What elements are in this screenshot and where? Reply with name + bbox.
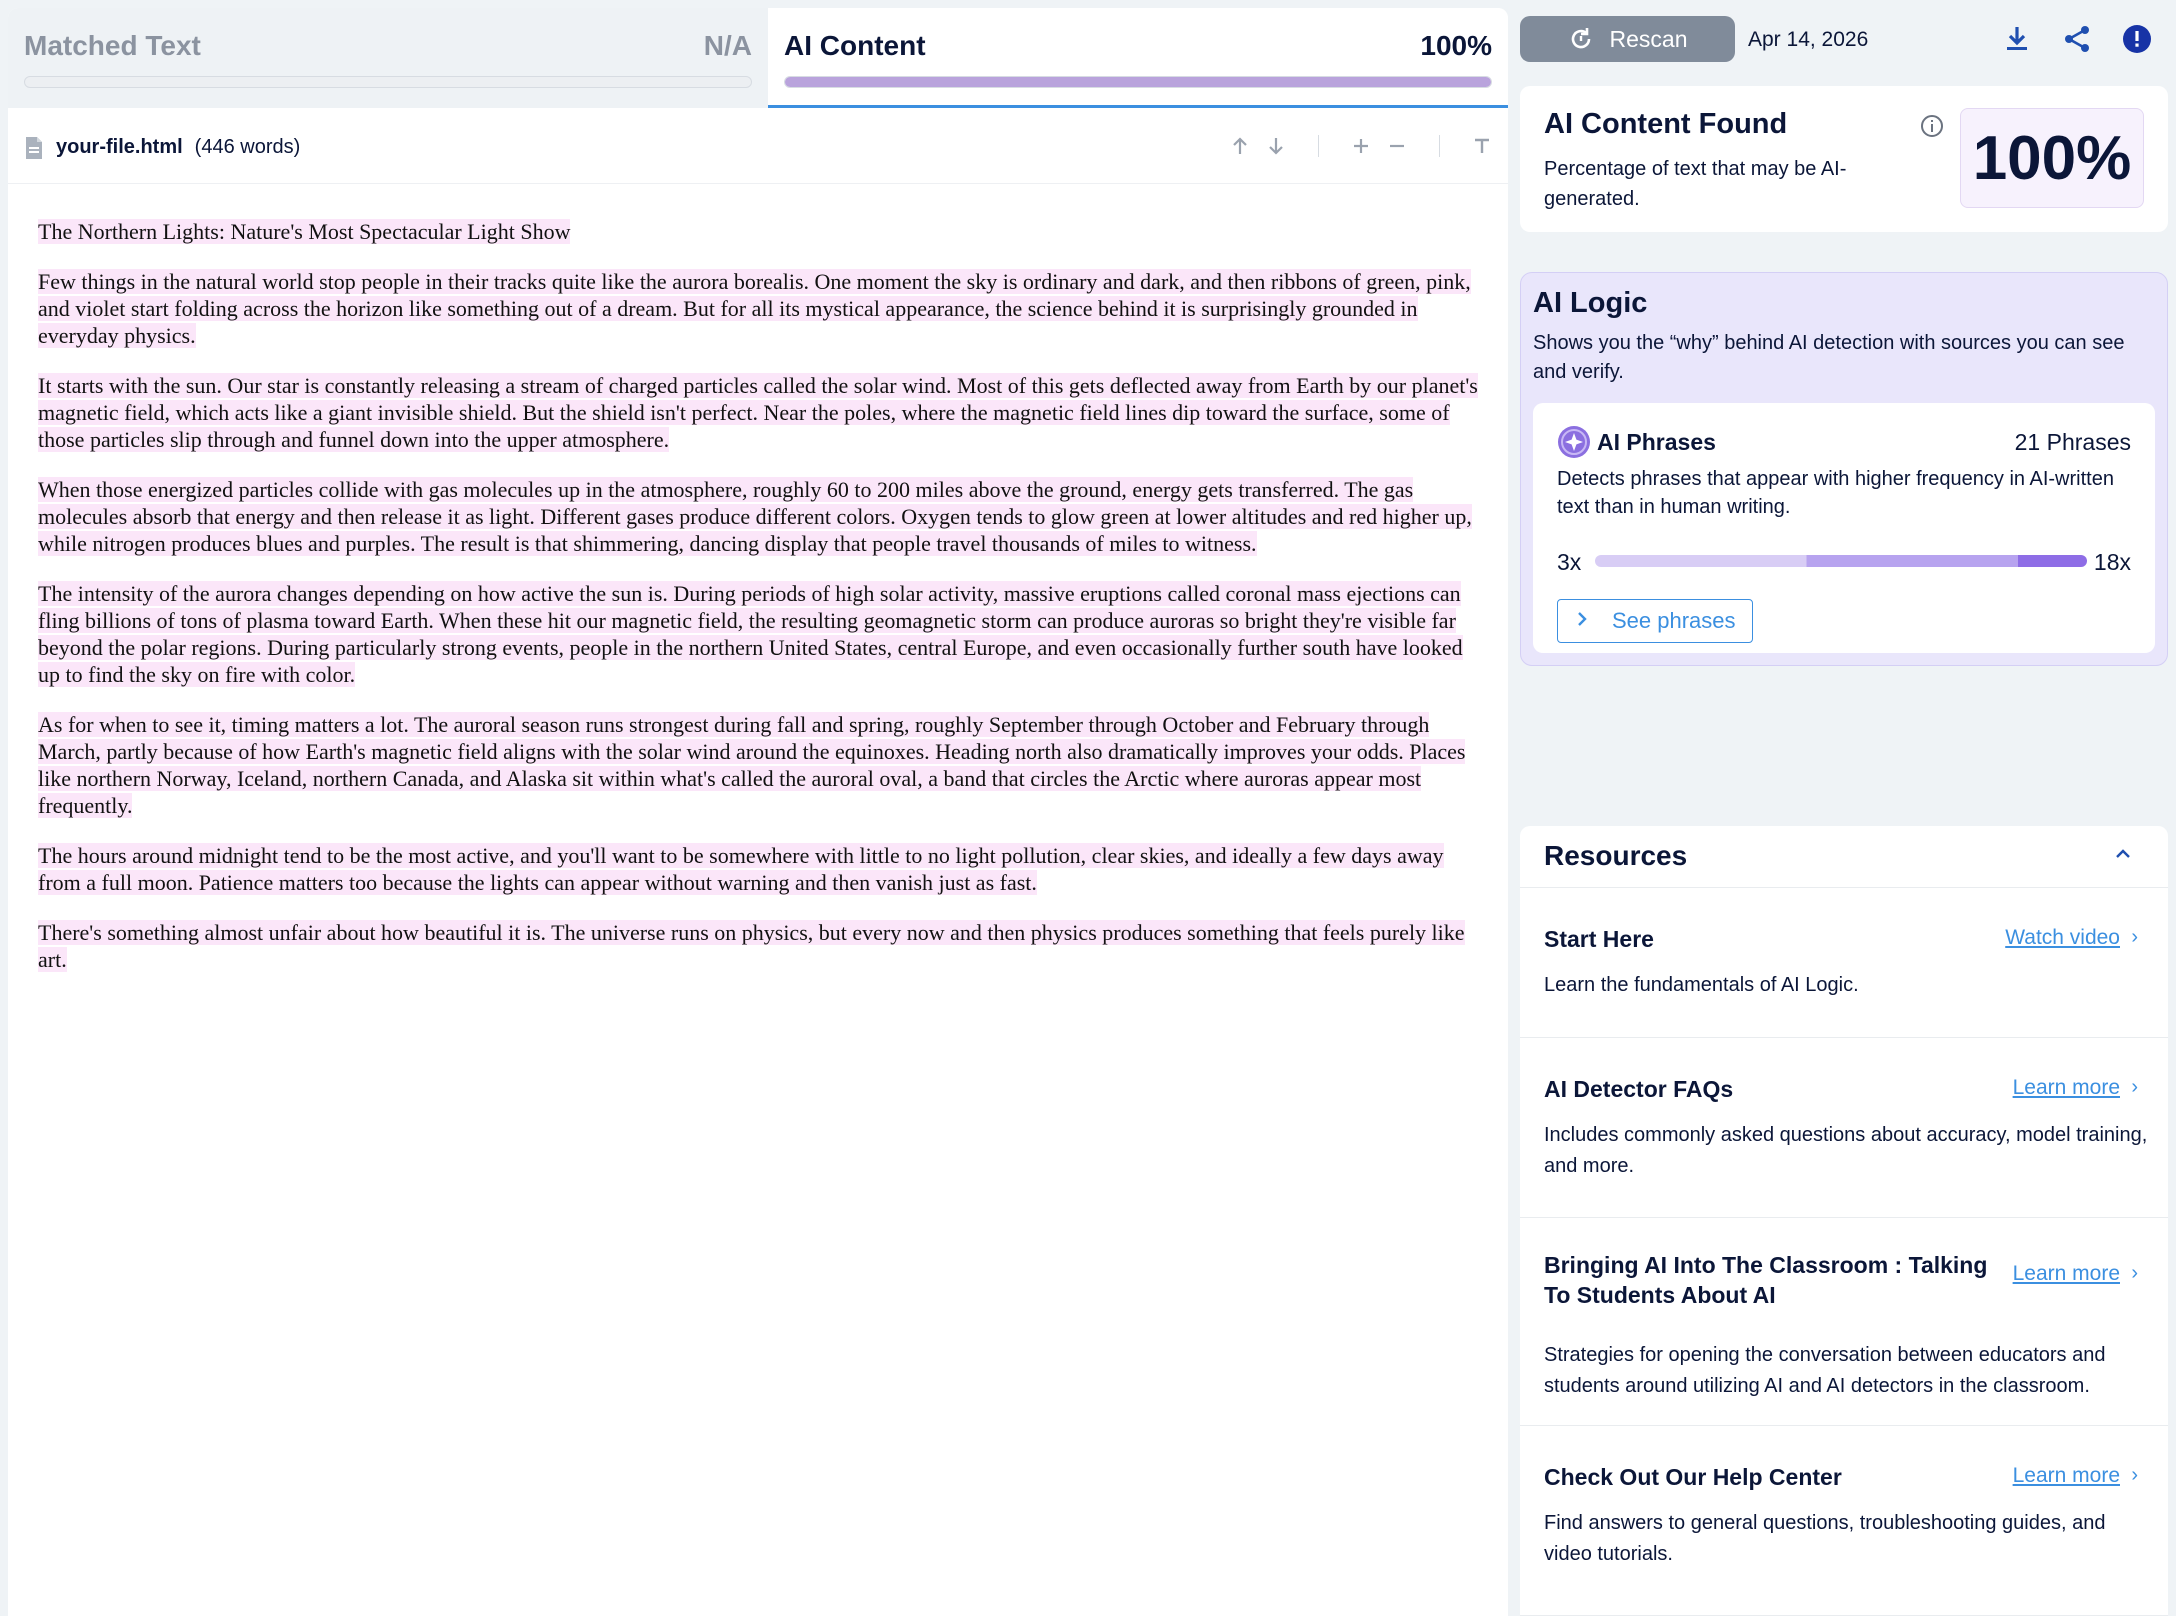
- ai-phrases-title: AI Phrases: [1597, 429, 1716, 455]
- highlighted-text: The intensity of the aurora changes depending on how active the sun is. During periods of high solar activity, massive eruptions called coronal mass ejections can fling billions of tons of plasma toward Earth. When these hit our magnetic field, the resulting geomagnetic storm can produce auroras so bright they're visible far beyond the polar regions. During particularly strong events, people in the northern United States, central Europe, and even occasionally further south have looked up to find the sky on fire with color.: [38, 581, 1463, 687]
- arrow-down-icon[interactable]: [1264, 134, 1288, 158]
- refresh-icon: [1568, 26, 1594, 52]
- ai-phrases-count: 21 Phrases: [2014, 429, 2131, 455]
- document-panel: [8, 8, 1508, 1616]
- resource-description: Strategies for opening the conversation between educators and students around utilizing AI and AI detectors in the classroom.: [1544, 1344, 2106, 1397]
- document-paragraph: [38, 580, 1488, 688]
- info-icon[interactable]: [1920, 114, 1944, 138]
- plus-icon[interactable]: [1349, 134, 1373, 158]
- highlighted-text: It starts with the sun. Our star is constantly releasing a stream of charged particles called the solar wind. Most of this gets deflected away from Earth by our planet's magnetic field, which acts like a giant invisible shield. But the shield isn't perfect. Near the poles, where the magnetic field lines dip toward the surface, some of those particles slip through and funnel down into the upper atmosphere.: [38, 373, 1478, 452]
- document-title: [38, 218, 1488, 245]
- resource-item: [1520, 1038, 2168, 1218]
- highlighted-text: As for when to see it, timing matters a lot. The auroral season runs strongest during fall and spring, roughly September through October and February through March, partly because of how Earth's magnetic field aligns with the solar wind around the equinoxes. Heading north also dramatically improves your odds. Places like northern Norway, Iceland, northern Canada, and Alaska sit within what's called the auroral oval, a band that circles the Arctic where auroras appear most frequently.: [38, 712, 1466, 818]
- learn-more-link[interactable]: Learn more: [2012, 1076, 2120, 1099]
- ai-percent-score: 100%: [1960, 108, 2144, 208]
- highlighted-text: The Northern Lights: Nature's Most Spectacular Light Show: [38, 219, 571, 244]
- minus-icon[interactable]: [1385, 134, 1409, 158]
- ai-logic-title: AI Logic: [1533, 287, 1648, 319]
- learn-more-link[interactable]: Learn more: [2012, 1262, 2120, 1285]
- rescan-label: Rescan: [1609, 25, 1688, 52]
- rescan-button[interactable]: [1520, 16, 1735, 62]
- toolbar-divider: [1318, 135, 1319, 157]
- ai-logic-card: [1520, 272, 2168, 666]
- file-header: [8, 112, 1508, 184]
- chevron-right-icon: ›: [2131, 1076, 2138, 1098]
- chevron-right-icon: ›: [2131, 1262, 2138, 1284]
- chevron-up-icon[interactable]: [2114, 848, 2132, 860]
- resource-title: Bringing AI Into The Classroom : Talking To Students About AI: [1544, 1252, 1988, 1308]
- file-name: your-file.html: [56, 136, 183, 158]
- resource-item: [1520, 1426, 2168, 1616]
- resources-header[interactable]: [1520, 826, 2168, 888]
- document-paragraph: [38, 919, 1488, 973]
- scan-date: Apr 14, 2026: [1748, 28, 1869, 51]
- ai-logic-description: Shows you the “why” behind AI detection with sources you can see and verify.: [1533, 332, 2125, 383]
- tab-ai-value: 100%: [1420, 30, 1492, 61]
- tab-matched-text[interactable]: [8, 8, 768, 108]
- ai-content-found-card: [1520, 86, 2168, 232]
- highlighted-text: The hours around midnight tend to be the most active, and you'll want to be somewhere with little to no light pollution, clear skies, and ideally a few days away from a full moon. Patience matters too because the lights can appear without warning and then vanish just as fast.: [38, 843, 1444, 895]
- document-paragraph: [38, 842, 1488, 896]
- sparkle-icon: [1557, 425, 1591, 459]
- ai-progress-fill: [785, 77, 1491, 87]
- resource-description: Includes commonly asked questions about accuracy, model training, and more.: [1544, 1124, 2148, 1177]
- resource-item: [1520, 1218, 2168, 1426]
- resources-title: Resources: [1544, 840, 1688, 871]
- resource-item: [1520, 888, 2168, 1038]
- download-icon[interactable]: [2002, 24, 2032, 54]
- document-paragraph: [38, 372, 1488, 453]
- tab-bar: [8, 8, 1508, 108]
- chevron-right-icon: ›: [2131, 1464, 2138, 1486]
- ai-phrases-panel: [1533, 403, 2155, 653]
- see-phrases-label: See phrases: [1612, 608, 1736, 633]
- chevron-right-icon: ›: [2131, 926, 2138, 948]
- tab-ai-label: AI Content: [784, 30, 926, 61]
- learn-more-link[interactable]: Learn more: [2012, 1464, 2120, 1487]
- word-count: (446 words): [194, 136, 301, 158]
- text-size-icon[interactable]: [1470, 134, 1494, 158]
- document-paragraph: [38, 476, 1488, 557]
- report-toolbar: [1520, 16, 2168, 66]
- document-body: [38, 218, 1488, 996]
- scale-min-label: 3x: [1557, 549, 1582, 575]
- highlighted-text: Few things in the natural world stop people in their tracks quite like the aurora borealis. One moment the sky is ordinary and dark, and then ribbons of green, pink, and violet start folding across the horizon like something out of a dream. But for all its mystical appearance, the science behind it is surprisingly grounded in everyday physics.: [38, 269, 1471, 348]
- highlighted-text: There's something almost unfair about how beautiful it is. The universe runs on physics, but every now and then physics produces something that feels purely like art.: [38, 920, 1465, 972]
- tab-matched-label: Matched Text: [24, 30, 201, 61]
- resource-title: Start Here: [1544, 926, 1654, 952]
- scale-max-label: 18x: [2093, 549, 2131, 575]
- ai-phrases-description: Detects phrases that appear with higher frequency in AI-written text than in human writing.: [1557, 468, 2114, 518]
- watch-video-link[interactable]: Watch video: [2005, 926, 2120, 949]
- toolbar-divider: [1439, 135, 1440, 157]
- resource-description: Find answers to general questions, troubleshooting guides, and video tutorials.: [1544, 1512, 2106, 1565]
- chevron-right-icon: [1576, 610, 1588, 633]
- arrow-up-icon[interactable]: [1228, 134, 1252, 158]
- ai-progress-bar: [784, 76, 1492, 88]
- ai-found-title: AI Content Found: [1544, 108, 1788, 140]
- resource-description: Learn the fundamentals of AI Logic.: [1544, 974, 1859, 996]
- document-paragraph: [38, 268, 1488, 349]
- resource-title: AI Detector FAQs: [1544, 1076, 1734, 1102]
- see-phrases-button[interactable]: [1557, 599, 1753, 643]
- matched-progress-bar: [24, 76, 752, 88]
- resources-card: [1520, 826, 2168, 1616]
- ai-found-description: Percentage of text that may be AI-generated.: [1544, 158, 1847, 210]
- document-tools: [1216, 134, 1494, 158]
- document-paragraph: [38, 711, 1488, 819]
- share-icon[interactable]: [2062, 24, 2092, 54]
- tab-matched-value: N/A: [703, 30, 752, 61]
- file-icon: [24, 136, 44, 160]
- frequency-scale-bar: [1595, 555, 2087, 567]
- resource-title: Check Out Our Help Center: [1544, 1464, 1842, 1490]
- highlighted-text: When those energized particles collide with gas molecules up in the atmosphere, roughly 60 to 200 miles above the ground, energy gets transferred. The gas molecules absorb that energy and then release it as light. Different gases produce different colors. Oxygen tends to glow green at lower altitudes and red higher up, while nitrogen produces blues and purples. The result is that shimmering, dancing display that people travel thousands of miles to witness.: [38, 477, 1472, 556]
- tab-ai-content[interactable]: [768, 8, 1508, 108]
- alert-icon[interactable]: [2122, 24, 2152, 54]
